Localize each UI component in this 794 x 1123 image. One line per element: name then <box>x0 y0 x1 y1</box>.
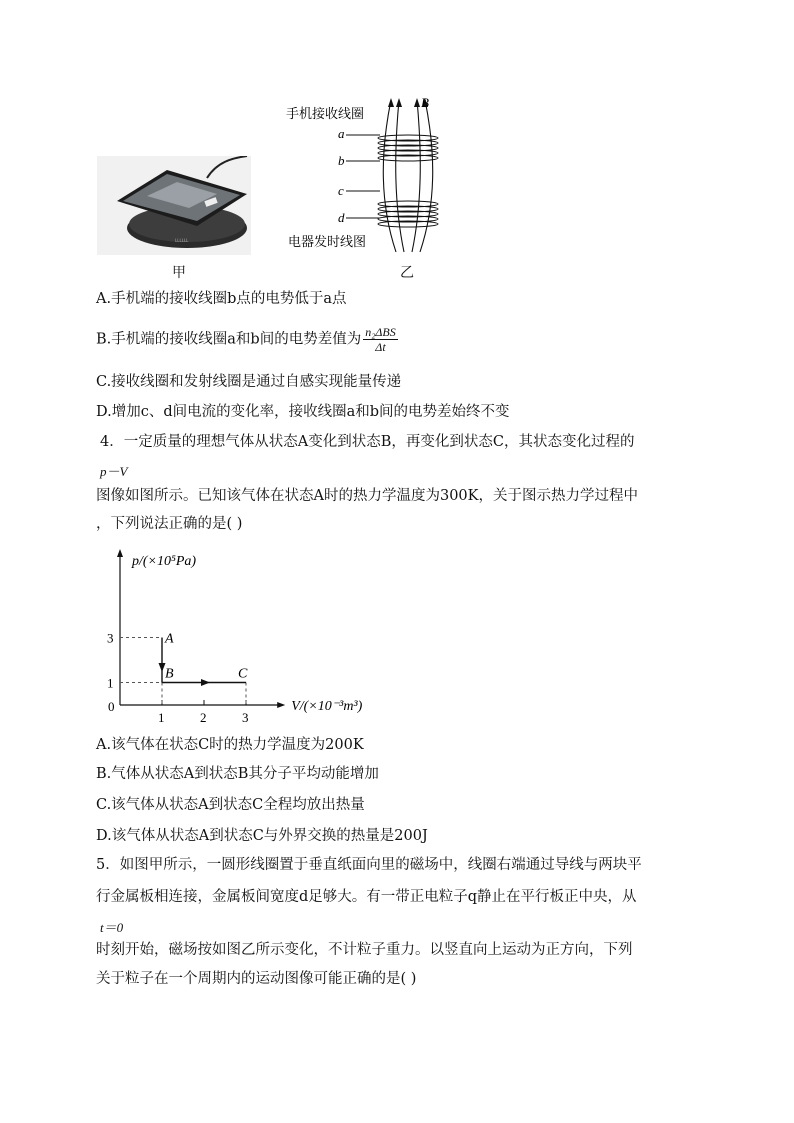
q4-option-d: D.该气体从状态A到状态C与外界交换的热量是200J <box>96 828 428 844</box>
receiver-coil <box>378 135 438 161</box>
y-axis-label: p/(×10⁵Pa) <box>132 554 197 569</box>
origin-label: 0 <box>108 699 115 714</box>
figure-jia-caption: 甲 <box>172 265 186 281</box>
svg-text:LLLLLL: LLLLLL <box>175 238 189 243</box>
q4-option-b: B.气体从状态A到状态B其分子平均动能增加 <box>96 766 379 782</box>
y-tick-label: 1 <box>107 675 114 691</box>
field-line <box>412 100 420 252</box>
q3-option-b <box>96 325 398 354</box>
q4-stem-line3: ，下列说法正确的是( ) <box>96 516 243 532</box>
pv-chart <box>104 545 404 725</box>
figure-yi-caption: 乙 <box>400 265 414 281</box>
q4-option-a: A.该气体在状态C时的热力学温度为200K <box>96 737 364 753</box>
point-label-a: A <box>165 631 174 647</box>
x-tick-label: 3 <box>242 710 249 725</box>
label-receiver-coil: 手机接收线圈 <box>286 107 365 122</box>
y-tick-label: 3 <box>107 630 114 646</box>
arrow-b-to-c <box>201 679 210 686</box>
point-a: a <box>338 126 345 141</box>
x-tick-label: 1 <box>158 710 165 725</box>
x-axis-arrow <box>277 702 285 708</box>
y-axis-arrow <box>117 549 123 557</box>
q5-stem-line3: 时刻开始，磁场按如图乙所示变化，不计粒子重力。以竖直向上运动为正方向，下列 <box>96 942 633 958</box>
q3-option-c: C.接收线圈和发射线圈是通过自感实现能量传递 <box>96 374 402 390</box>
q4-stem-line2: 图像如图所示。已知该气体在状态A时的热力学温度为300K，关于图示热力学过程中 <box>96 488 638 504</box>
q4-option-c: C.该气体从状态A到状态C全程均放出热量 <box>96 797 365 813</box>
wireless-charger-photo <box>97 156 251 255</box>
field-B-label: B <box>421 95 429 110</box>
field-line <box>396 100 404 252</box>
q3-option-d: D.增加c、d间电流的变化率，接收线圈a和b间的电势差始终不变 <box>96 404 510 420</box>
point-c: c <box>338 183 344 198</box>
point-label-b: B <box>165 666 174 682</box>
point-b: b <box>338 153 345 168</box>
point-label-c: C <box>238 666 248 682</box>
q5-stem-formula: t＝0 <box>100 920 124 935</box>
point-d: d <box>338 210 345 225</box>
field-line <box>383 100 396 252</box>
x-tick-label: 2 <box>200 710 207 725</box>
coil-diagram <box>278 94 468 254</box>
q3-option-b-text: B.手机端的接收线圈a和b间的电势差值为 <box>96 331 362 348</box>
q3-option-a: A.手机端的接收线圈b点的电势低于a点 <box>96 291 347 307</box>
q4-stem-line1: 4．一定质量的理想气体从状态A变化到状态B，再变化到状态C，其状态变化过程的 <box>100 434 635 450</box>
q5-stem-line4: 关于粒子在一个周期内的运动图像可能正确的是( ) <box>96 971 417 987</box>
fraction-denominator: Δt <box>375 340 386 354</box>
fraction-numerator: n₂ΔBS <box>365 325 396 339</box>
q5-stem-line2: 行金属板相连接，金属板间宽度d足够大。有一带正电粒子q静止在平行板正中央，从 <box>96 889 637 905</box>
label-transmitter-coil: 电器发时线图 <box>288 235 367 250</box>
field-line <box>420 100 433 252</box>
emf-fraction <box>363 325 398 354</box>
x-axis-label: V/(×10⁻³m³) <box>291 699 363 714</box>
q4-stem-formula: p－V <box>100 464 128 479</box>
q5-stem-line1: 5．如图甲所示，一圆形线圈置于垂直纸面向里的磁场中，线圈右端通过导线与两块平 <box>96 857 642 873</box>
